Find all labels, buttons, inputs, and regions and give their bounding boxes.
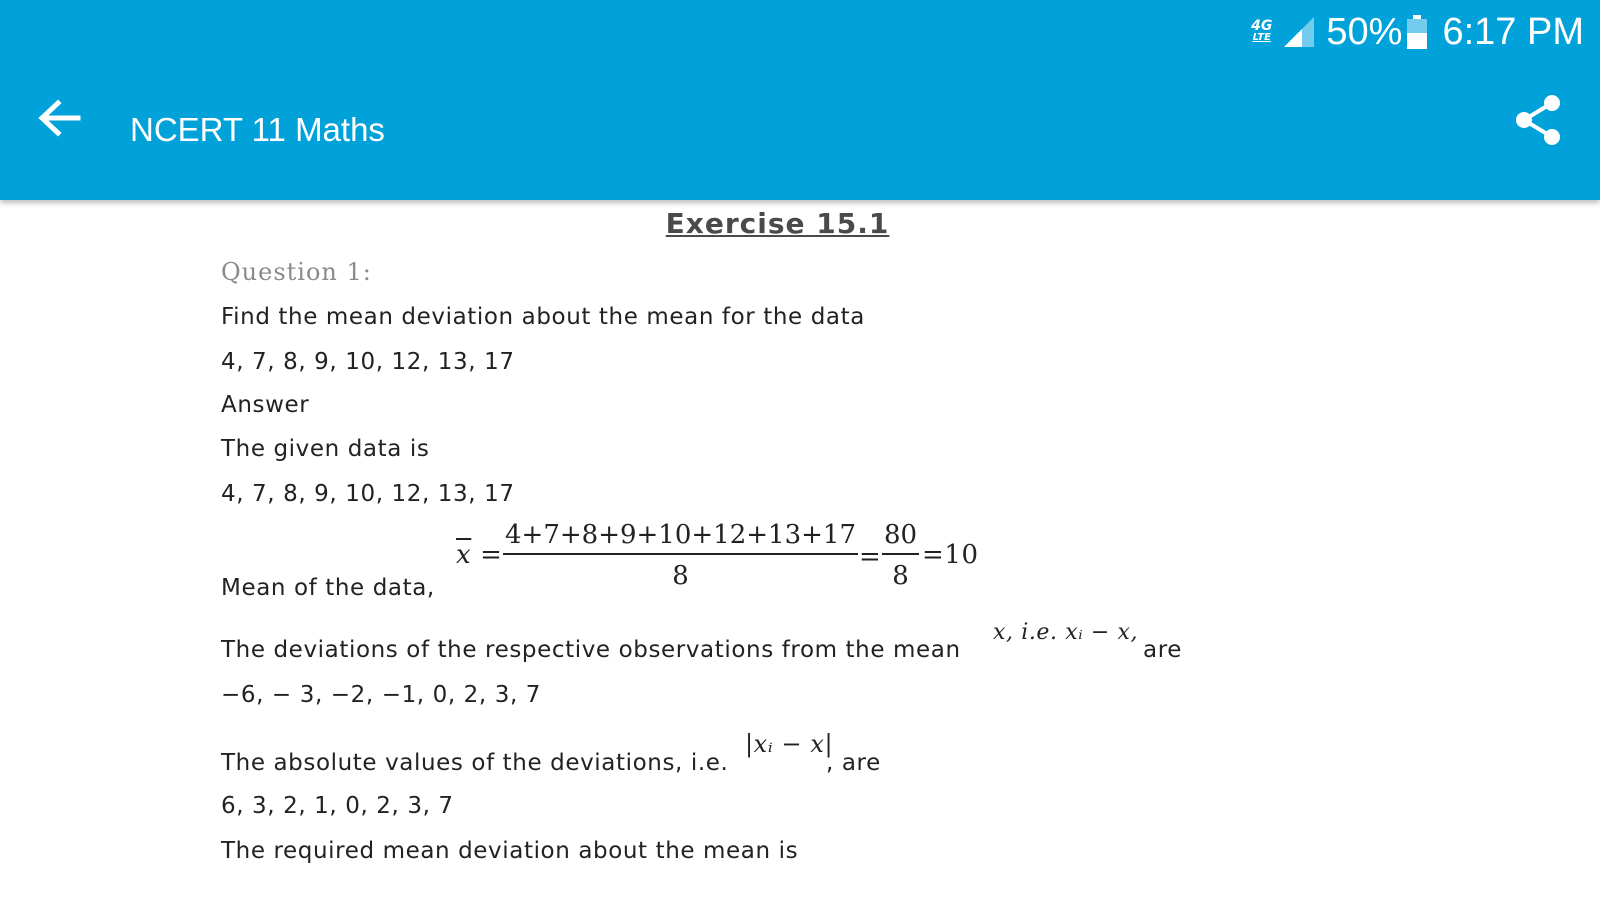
deviation-text: The deviations of the respective observations from the mean: [221, 637, 961, 663]
mean-symbol: $\overline{x}$: [456, 540, 472, 570]
network-icon: 4G LTE: [1251, 18, 1273, 43]
absolute-math: |xᵢ − x|: [745, 730, 834, 758]
exercise-title: Exercise 15.1: [665, 207, 890, 240]
data-list: 4, 7, 8, 9, 10, 12, 13, 17: [221, 481, 515, 507]
deviation-math: x, i.e. xᵢ − x,: [993, 620, 1139, 645]
absolute-text: The absolute values of the deviations, i.e.: [221, 750, 729, 776]
signal-icon: [1282, 17, 1314, 47]
data-list: 4, 7, 8, 9, 10, 12, 13, 17: [221, 349, 515, 375]
mean-denominator: 8: [672, 561, 689, 591]
mean-numerator: 4+7+8+9+10+12+13+17: [503, 520, 858, 555]
arrow-back-icon[interactable]: [36, 96, 82, 142]
mean-label: Mean of the data,: [221, 575, 435, 601]
absolute-are: , are: [826, 750, 881, 776]
solution-content: Exercise 15.1 Question 1: Find the mean deviation about the mean for the data 4, 7, 8, 9, 10, 12, 13, 17 Answer The given data is 4, 7, 8, 9, 10, 12, 13, 17 Mean of the data, $\overline{x}$ = $\frac{4+7+8+9+10+12+13+17}{8}$ = $\frac{80}{8}$ =10 The deviations of the respective observations from the mean x, i.e. xᵢ − x, are −6, − 3, −2, −1, 0, 2, 3, 7 The absolute values of the deviations, i.e. |xᵢ − x| , are 6, 3, 2, 1, 0, 2, 3, 7 The required mean deviation about the mean is: [0, 200, 1600, 900]
mean-result: =10: [922, 540, 979, 570]
absolute-list: 6, 3, 2, 1, 0, 2, 3, 7: [221, 793, 454, 819]
battery-icon: [1406, 15, 1428, 49]
clock: 6:17 PM: [1442, 10, 1584, 53]
required-text: The required mean deviation about the mean is: [221, 838, 799, 864]
page-title: NCERT 11 Maths: [130, 111, 385, 148]
question-text: Find the mean deviation about the mean for the data: [221, 304, 865, 330]
battery-percent: 50%: [1326, 10, 1403, 53]
answer-label: Answer: [221, 392, 310, 418]
question-label: Question 1:: [221, 258, 372, 286]
app-bar: [0, 0, 1600, 200]
share-icon[interactable]: [1512, 93, 1566, 147]
given-text: The given data is: [221, 436, 430, 462]
deviation-are: are: [1143, 637, 1182, 663]
mean-fraction: [503, 520, 858, 591]
mean-fraction-2-denominator: 8: [892, 561, 909, 591]
deviations-list: −6, − 3, −2, −1, 0, 2, 3, 7: [221, 682, 542, 708]
status-bar: [1251, 8, 1584, 56]
mean-fraction-2: [882, 520, 919, 591]
mean-fraction-2-numerator: 80: [882, 520, 919, 555]
